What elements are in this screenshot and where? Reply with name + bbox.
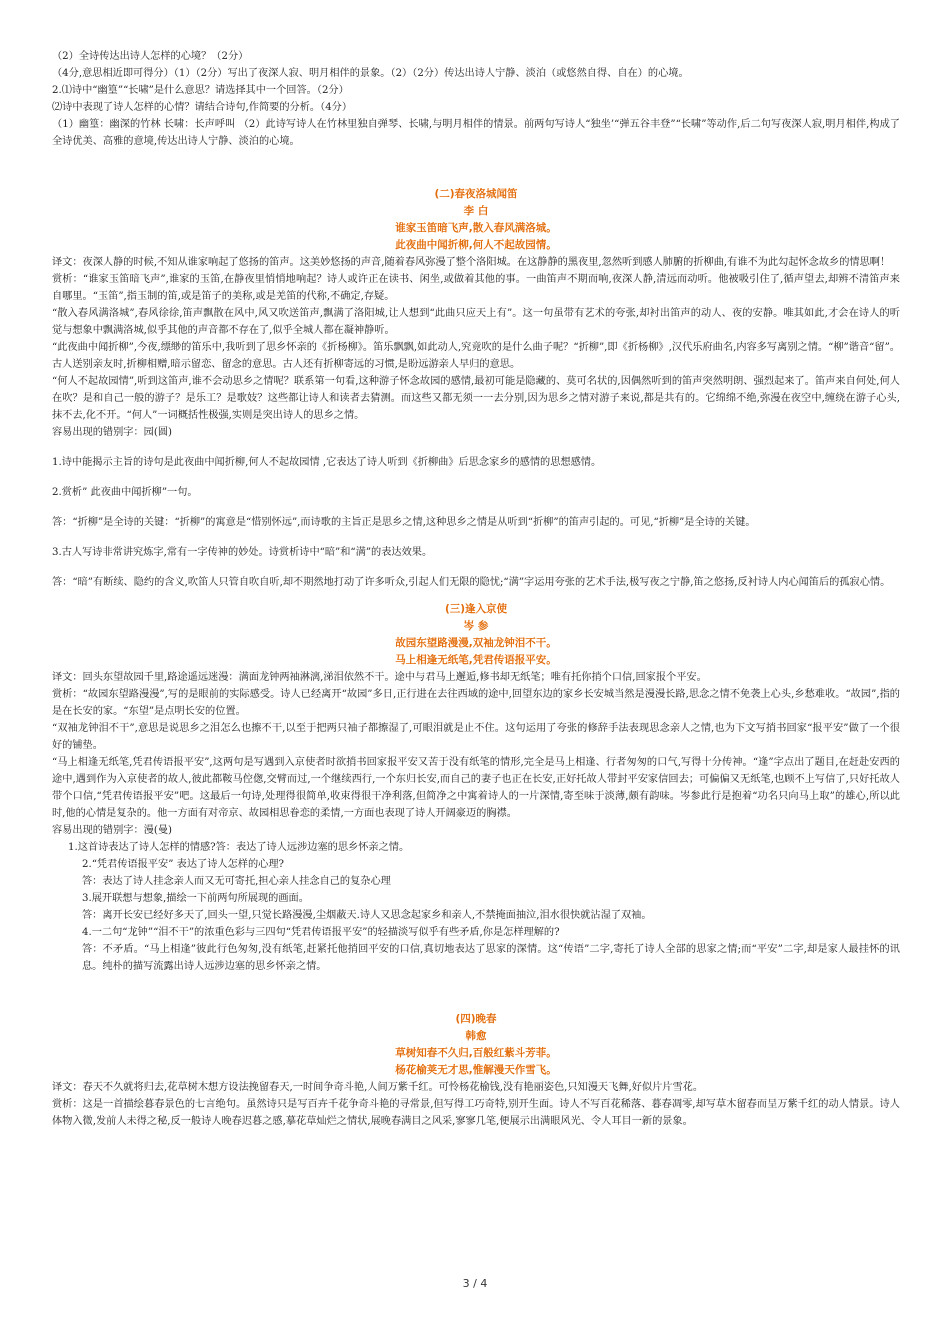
answer-text: 答：表达了诗人挂念亲人而又无可寄托,担心亲人挂念自己的复杂心理: [82, 876, 391, 887]
answer-text: 答：“折柳”是全诗的关键：“折柳”的寓意是“惜别怀远”,而诗歌的主旨正是思乡之情,这种思乡之情是从听到“折柳”的笛声引起的。可见,“折柳”是全诗的关键。: [52, 517, 756, 528]
answer-text: （4分,意思相近即可得分）（1）（2分）写出了夜深人寂、明月相伴的景象。（2）（2分）传达出诗人宁静、淡泊（或悠然自得、自在）的心境。: [52, 68, 689, 79]
poem-line: 此夜曲中闻折柳,何人不起故园情。: [395, 239, 557, 251]
appreciation-text: “双袖龙钟泪不干”,意思是说思乡之泪怎么也擦不干,以至于把两只袖子都擦湿了,可眼泪就是止不住。这句运用了夸张的修辞手法表现思念亲人之情,也为下文写捎书回家“报平安”做了一个很好的铺垫。: [52, 723, 900, 751]
poem-section-2: [52, 186, 900, 591]
appreciation-text: 赏析：这是一首描绘暮春景色的七言绝句。虽然诗只是写百卉千花争奇斗艳的寻常景,但写得工巧奇特,别开生面。诗人不写百花稀落、暮春凋零,却写草木留春而呈万紫千红的动人情景。诗人体物入微,发前人未得之秘,反一般诗人晚春迟暮之感,摹花草灿烂之情状,展晚春满目之风采,寥寥几笔,便展示出满眼风光、令人耳目一新的景象。: [52, 1099, 900, 1127]
answer-text: 答：离开长安已经好多天了,回头一望,只觉长路漫漫,尘烟蔽天.诗人又思念起家乡和亲人,不禁掩面抽泣,泪水很快就沾湿了双袖。: [82, 910, 652, 921]
question-text: 4.一二句“龙钟”“泪不干”的浓重色彩与三四句“凭君传语报平安”的轻描淡写似乎有些矛盾,你是怎样理解的?: [82, 927, 560, 938]
poem-author: 韩愈: [465, 1030, 487, 1042]
appreciation-text: “散入春风满洛城”,春风徐徐,笛声飘散在风中,风又吹送笛声,飘满了洛阳城,让人想到“此曲只应天上有”。这一句虽带有艺术的夸张,却衬出笛声的动人、夜的安静。唯其如此,才会在诗人的听觉与想象中飘满洛城,似乎其他的声音都不存在了,似乎全城人都在凝神静听。: [52, 308, 900, 336]
translation-text: 译文：春天不久就将归去,花草树木想方设法挽留春天,一时间争奇斗艳,人间万紫千红。可怜杨花榆钱,没有艳丽姿色,只知漫天飞舞,好似片片雪花。: [52, 1082, 704, 1093]
appreciation-text: 赏析：“故园东望路漫漫”,写的是眼前的实际感受。诗人已经离开“故园”多日,正行进在去往西域的途中,回望东边的家乡长安城当然是漫漫长路,思念之情不免袭上心头,乡愁难收。“故园”,指的是在长安的家。“东望”是点明长安的位置。: [52, 689, 900, 717]
answer-text: （1）幽篁：幽深的竹林 长啸：长声呼叫 （2）此诗写诗人在竹林里独自弹琴、长啸,与明月相伴的情景。前两句写诗人“独坐’“弹五谷丰登”“长啸”等动作,后二句写夜深人寂,明月相伴,构成了全诗优美、高雅的意境,传达出诗人宁静、淡泊的心境。: [52, 119, 900, 147]
typo-note: 容易出现的错别字：园(圆): [52, 427, 173, 438]
question-text: 3.展开联想与想象,描绘一下前两句所展现的画面。: [82, 893, 309, 904]
poem-title: (三)逢入京使: [444, 603, 508, 615]
appreciation-text: 赏析：“谁家玉笛暗飞声”,谁家的玉笛,在静夜里悄悄地响起？诗人或许正在读书、闲坐,或做着其他的事。一曲笛声不期而响,夜深人静,清远而动听。他被吸引住了,循声望去,却辨不清笛声来自哪里。“玉笛”,指玉制的笛,或是笛子的美称,或是羌笛的代称,不确定,存疑。: [52, 274, 900, 302]
translation-text: 译文：回头东望故园千里,路途遥远迷漫：满面龙钟两袖淋漓,涕泪依然不干。途中与君马上邂逅,修书却无纸笔；唯有托你捎个口信,回家报个平安。: [52, 672, 707, 683]
question-text: （2）全诗传达出诗人怎样的心境？（2分）: [52, 51, 249, 62]
poem-section-4: [52, 1011, 900, 1130]
question-text: 1.这首诗表达了诗人怎样的情感?答：表达了诗人远涉边塞的思乡怀亲之情。: [68, 842, 410, 853]
typo-note: 容易出现的错别字：漫(曼): [52, 825, 173, 836]
poem-section-3: [52, 601, 900, 975]
appreciation-text: “何人不起故园情”,听到这笛声,谁不会动思乡之情呢？联系第一句看,这种游子怀念故园的感情,最初可能是隐藏的、莫可名状的,因偶然听到的笛声突然明朗、强烈起来了。笛声来自何处,何人在吹？是和自己一般的游子？是乐工？是歌妓？这些都让诗人和读者去猜测。而这些又都无须一一去分别,因为思乡之情对游子来说,都是共有的。它绵绵不绝,弥漫在夜空中,缠绕在游子心头,抹不去,化不开。“何人”一词概括性极强,实则是突出诗人的思乡之情。: [52, 376, 900, 421]
poem-line: 杨花榆荚无才思,惟解漫天作雪飞。: [395, 1064, 557, 1076]
poem-line: 谁家玉笛暗飞声,散入春风满洛城。: [395, 222, 557, 234]
question-text: 2.“凭君传语报平安” 表达了诗人怎样的心理?: [82, 859, 285, 870]
question-text: 3.古人写诗非常讲究炼字,常有一字传神的妙处。诗赏析诗中“暗”和“满”的表达效果。: [52, 547, 433, 558]
translation-text: 译文：夜深人静的时候,不知从谁家响起了悠扬的笛声。这美妙悠扬的声音,随着春风弥漫了整个洛阳城。在这静静的黑夜里,忽然听到感人肺腑的折柳曲,有谁不为此勾起怀念故乡的情思啊！: [52, 257, 891, 268]
answer-text: 答：“暗”有断续、隐约的含义,吹笛人只管自吹自听,却不期然地打动了许多听众,引起人们无限的隐忧;“满”字运用夸张的艺术手法,极写夜之宁静,笛之悠扬,反衬诗人内心闻笛后的孤寂心情。: [52, 577, 891, 588]
answer-text: 答：不矛盾。“马上相逢”彼此行色匆匆,没有纸笔,赶紧托他捎回平安的口信,真切地表达了思家的深情。这“传语”二字,寄托了诗人全部的思家之情;而“平安”二字,却是家人最挂怀的讯息。纯朴的描写流露出诗人远涉边塞的思乡怀亲之情。: [82, 944, 900, 972]
poem-line: 草树知春不久归,百般红紫斗芳菲。: [395, 1047, 557, 1059]
question-text: ⑵诗中表现了诗人怎样的心情？请结合诗句,作简要的分析。（4分）: [52, 102, 353, 113]
question-text: 1.诗中能揭示主旨的诗句是此夜曲中闻折柳,何人不起故园情 ,它表达了诗人听到《折柳曲》后思念家乡的感情的思想感情。: [52, 457, 602, 468]
poem-title: (四)晚春: [455, 1013, 497, 1025]
poem-author: 岑 参: [463, 620, 489, 632]
appreciation-text: “此夜曲中闻折柳”,今夜,缥缈的笛乐中,我听到了思乡怀亲的《折杨柳》。笛乐飘飘,如此动人,究竟吹的是什么曲子呢？“折柳”,即《折杨柳》,汉代乐府曲名,内容多写离别之情。“柳”谐音“留”。古人送别亲友时,折柳相赠,暗示留恋、留念的意思。古人还有折柳寄远的习惯,是盼远游亲人早归的意思。: [52, 342, 900, 370]
appreciation-text: “马上相逢无纸笔,凭君传语报平安”,这两句是写遇到入京使者时欲捎书回家报平安又苦于没有纸笔的情形,完全是马上相逢、行者匆匆的口气,写得十分传神。“逢”字点出了题目,在赶赴安西的途中,遇到作为入京使者的故人,彼此都鞍马倥偬,交臂而过,一个继续西行,一个东归长安,而自己的妻子也正在长安,正好托故人带封平安家信回去；可偏偏又无纸笔,也顾不上写信了,只好托故人带个口信,“凭君传语报平安”吧。这最后一句诗,处理得很简单,收束得很干净利落,但简净之中寓着诗人的一片深情,寄至味于淡薄,颇有韵味。岑参此行是抱着“功名只向马上取”的雄心,所以此时,他的心情是复杂的。他一方面有对帝京、故园相思眷恋的柔情,一方面也表现了诗人开阔豪迈的胸襟。: [52, 757, 900, 819]
document-page: [52, 0, 900, 1130]
question-text: 2.赏析” 此夜曲中闻折柳”一句。: [52, 487, 198, 498]
poem-line: 马上相逢无纸笔,凭君传语报平安。: [395, 654, 557, 666]
poem-line: 故园东望路漫漫,双袖龙钟泪不干。: [395, 637, 557, 649]
poem-author: 李 白: [463, 205, 489, 217]
poem-title: (二)春夜洛城闻笛: [434, 188, 518, 200]
page-number: 3 / 4: [462, 1277, 488, 1290]
question-text: 2.⑴诗中“幽篁”“长啸”是什么意思？请选择其中一个回答。（2分）: [52, 85, 349, 96]
